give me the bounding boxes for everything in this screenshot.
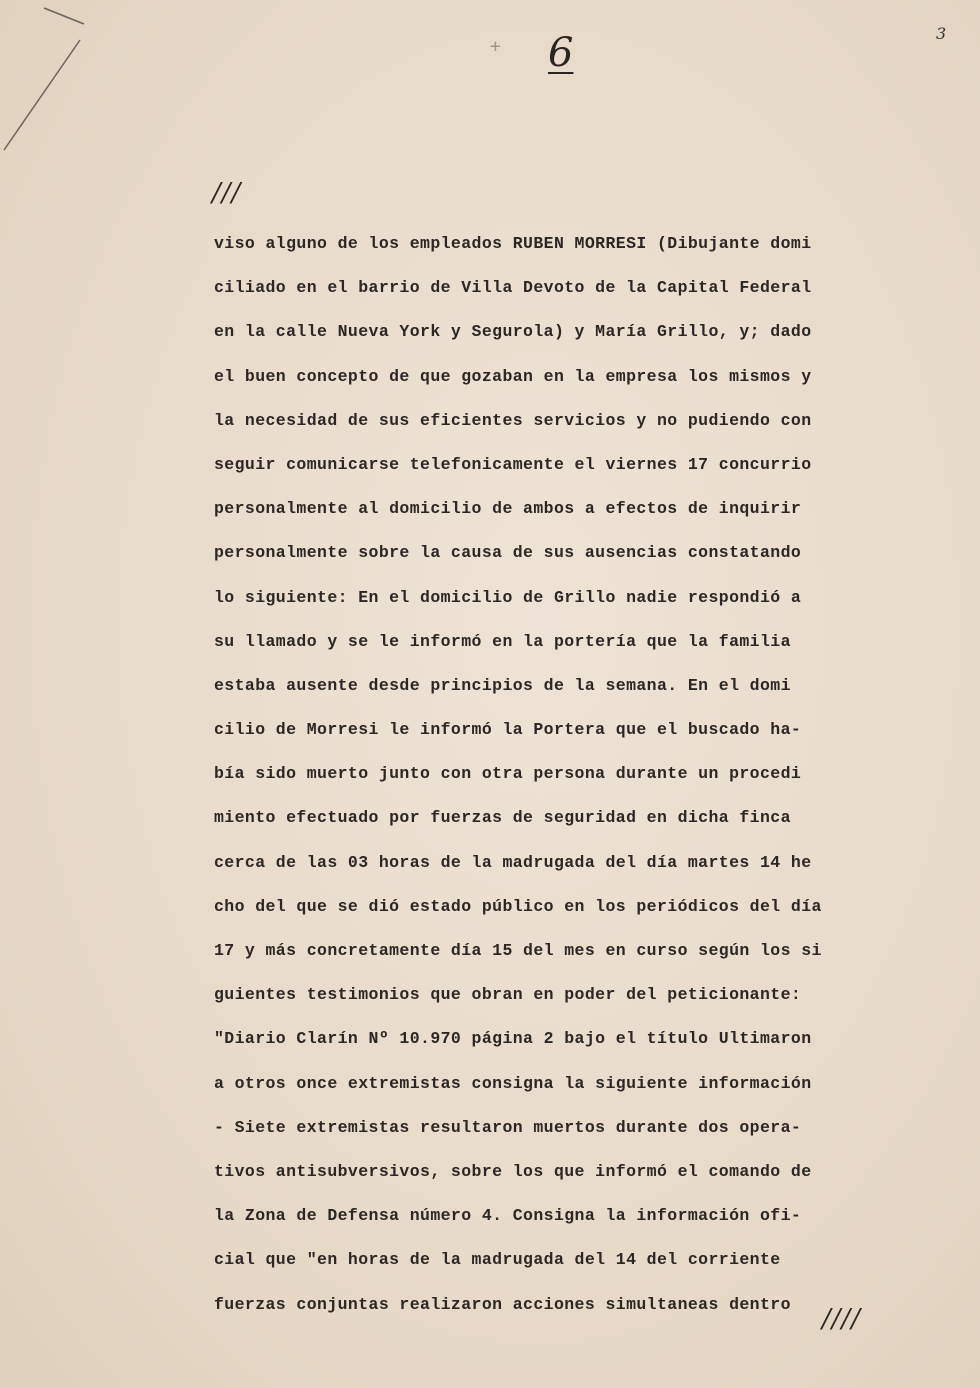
text-line: fuerzas conjuntas realizaron acciones simultaneas dentro	[214, 1294, 791, 1314]
registration-mark: +	[490, 36, 501, 57]
text-line: personalmente al domicilio de ambos a efectos de inquirir	[214, 499, 802, 519]
text-line: su llamado y se le informó en la portería que la familia	[214, 631, 791, 651]
text-line: guientes testimonios que obran en poder del peticionante:	[214, 985, 802, 1005]
text-line: lo siguiente: En el domicilio de Grillo nadie respondió a	[214, 587, 802, 607]
text-line: en la calle Nueva York y Segurola) y María Grillo, y; dado	[214, 322, 812, 342]
text-line: a otros once extremistas consigna la siguiente información	[214, 1073, 812, 1093]
typed-body-text	[214, 222, 894, 1327]
text-line: ciliado en el barrio de Villa Devoto de la Capital Federal	[214, 278, 812, 298]
text-line: bía sido muerto junto con otra persona durante un procedi	[214, 764, 802, 784]
text-line: cilio de Morresi le informó la Portera que el buscado ha-	[214, 720, 802, 740]
text-line: estaba ausente desde principios de la semana. En el domi	[214, 675, 791, 695]
text-line: cial que "en horas de la madrugada del 14 del corriente	[214, 1250, 781, 1270]
text-line: miento efectuado por fuerzas de seguridad en dicha finca	[214, 808, 791, 828]
text-line: la necesidad de sus eficientes servicios y no pudiendo con	[214, 410, 812, 430]
text-line: seguir comunicarse telefonicamente el viernes 17 concurrio	[214, 454, 812, 474]
text-line: 17 y más concretamente día 15 del mes en curso según los si	[214, 941, 822, 960]
text-line: cho del que se dió estado público en los periódicos del día	[214, 896, 822, 916]
text-line: "Diario Clarín Nº 10.970 página 2 bajo el título Ultimaron	[214, 1029, 812, 1049]
text-line: viso alguno de los empleados RUBEN MORRESI (Dibujante domi	[214, 234, 812, 253]
text-line: el buen concepto de que gozaban en la empresa los mismos y	[214, 366, 812, 386]
continuation-mark-top: ///	[212, 178, 242, 208]
corner-fold-mark	[0, 0, 100, 160]
continuation-mark-bottom: ////	[822, 1304, 862, 1334]
text-line: la Zona de Defensa número 4. Consigna la información ofi-	[214, 1206, 802, 1226]
text-line: cerca de las 03 horas de la madrugada del día martes 14 he	[214, 852, 812, 872]
text-line: - Siete extremistas resultaron muertos durante dos opera-	[214, 1117, 802, 1137]
text-line: tivos antisubversivos, sobre los que informó el comando de	[214, 1161, 812, 1181]
page-number: 6	[548, 30, 574, 76]
text-line: personalmente sobre la causa de sus ausencias constatando	[214, 543, 802, 563]
corner-page-number: 3	[936, 24, 947, 43]
